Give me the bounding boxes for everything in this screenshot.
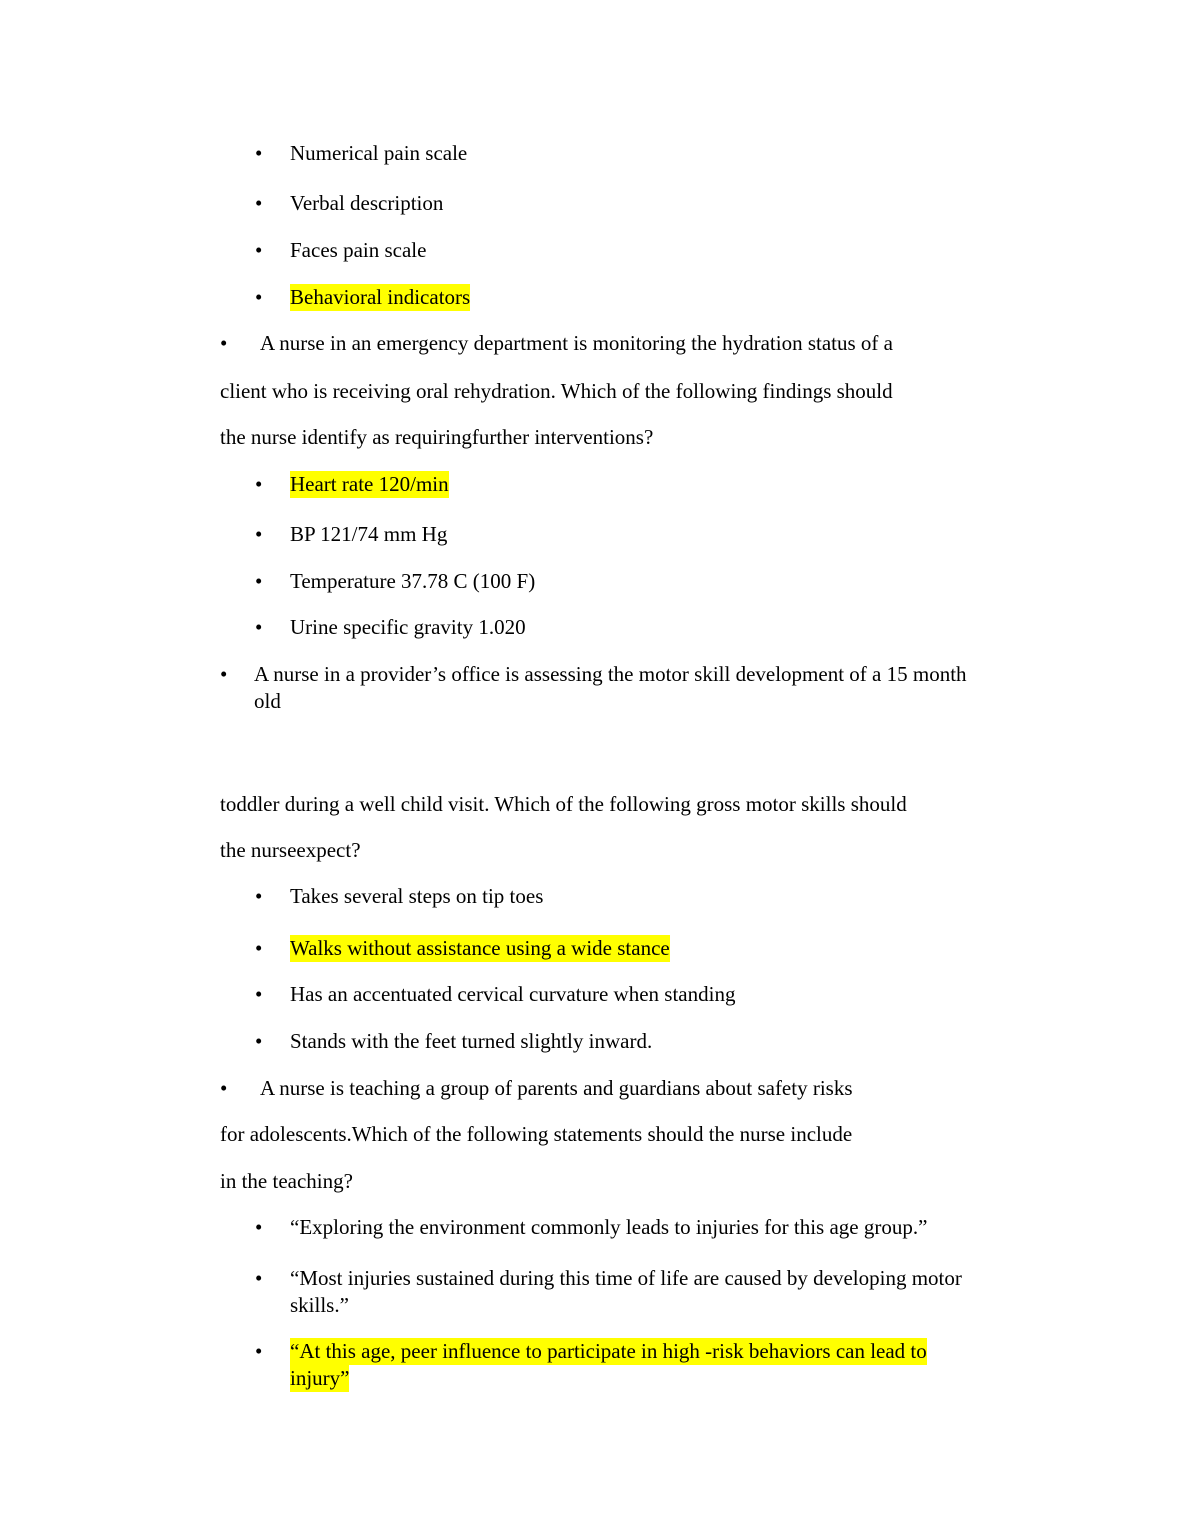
q3-stem-line-2: old: [254, 689, 281, 713]
q4-option-2-line-2: skills.”: [290, 1293, 349, 1317]
q2-option-3: Temperature 37.78 C (100 F): [290, 569, 536, 593]
bullet: •: [255, 1339, 263, 1363]
q4-option-3-line-2-highlighted: injury”: [290, 1366, 350, 1390]
bullet: •: [255, 615, 263, 639]
q3-option-2-highlighted: Walks without assistance using a wide stance: [290, 936, 670, 960]
q2-option-1-highlighted: Heart rate 120/min: [290, 472, 449, 496]
q1-option-3: Faces pain scale: [290, 238, 427, 262]
bullet: •: [255, 1029, 263, 1053]
bullet: •: [255, 936, 263, 960]
bullet: •: [255, 191, 263, 215]
q2-option-4: Urine specific gravity 1.020: [290, 615, 526, 639]
q2-option-2: BP 121/74 mm Hg: [290, 522, 448, 546]
q4-stem-line-2: for adolescents.Which of the following statements should the nurse include: [220, 1122, 853, 1146]
bullet: •: [255, 522, 263, 546]
q3-stem-line-1: A nurse in a provider’s office is assessing the motor skill development of a 15 month: [254, 662, 967, 686]
q3-option-3: Has an accentuated cervical curvature when standing: [290, 982, 736, 1006]
q3-option-1: Takes several steps on tip toes: [290, 884, 544, 908]
bullet: •: [255, 238, 263, 262]
bullet: •: [220, 662, 228, 686]
bullet: •: [255, 569, 263, 593]
bullet: •: [255, 472, 263, 496]
bullet: •: [255, 285, 263, 309]
q4-option-2-line-1: “Most injuries sustained during this time of life are caused by developing motor: [290, 1266, 962, 1290]
q4-stem-line-3: in the teaching?: [220, 1169, 353, 1193]
q4-option-1: “Exploring the environment commonly leads to injuries for this age group.”: [290, 1215, 928, 1239]
q1-option-4-highlighted: Behavioral indicators: [290, 285, 471, 309]
q2-stem-line-2: client who is receiving oral rehydration. Which of the following findings should: [220, 379, 893, 403]
bullet: •: [220, 331, 228, 355]
q1-option-2: Verbal description: [290, 191, 444, 215]
q3-stem-line-3: toddler during a well child visit. Which of the following gross motor skills should: [220, 792, 907, 816]
q3-stem-line-4: the nurseexpect?: [220, 838, 361, 862]
q2-stem-line-3: the nurse identify as requiringfurther interventions?: [220, 425, 654, 449]
q4-option-3-line-1-highlighted: “At this age, peer influence to participate in high -risk behaviors can lead to: [290, 1339, 927, 1363]
bullet: •: [220, 1076, 228, 1100]
bullet: •: [255, 884, 263, 908]
q4-stem-line-1: A nurse is teaching a group of parents and guardians about safety risks: [260, 1076, 853, 1100]
q1-option-1: Numerical pain scale: [290, 141, 468, 165]
bullet: •: [255, 1215, 263, 1239]
bullet: •: [255, 982, 263, 1006]
bullet: •: [255, 1266, 263, 1290]
q3-option-4: Stands with the feet turned slightly inward.: [290, 1029, 653, 1053]
q2-stem-line-1: A nurse in an emergency department is monitoring the hydration status of a: [260, 331, 893, 355]
bullet: •: [255, 141, 263, 165]
